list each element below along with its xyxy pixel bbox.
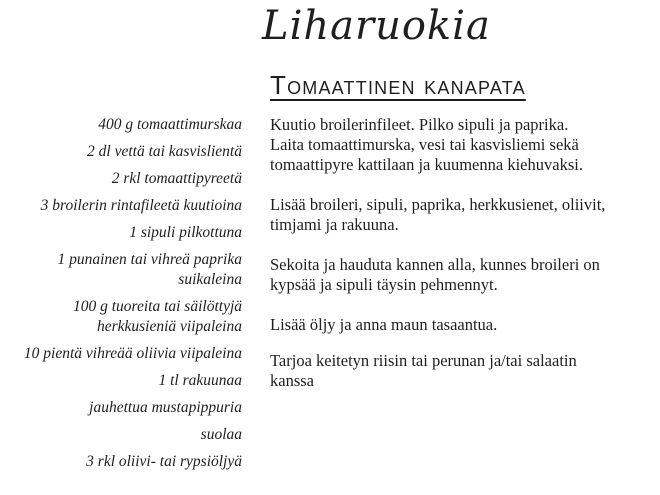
- ingredient-item: 1 sipuli pilkottuna: [129, 224, 242, 241]
- method-step: Kuutio broilerinfileet. Pilko sipuli ja paprika. Laita tomaattimurska, vesi tai kasvisliemi sekä tomaattipyre kattilaan ja kuumenna kiehuvaksi.: [270, 115, 583, 174]
- recipe-title: Tomaattinen kanapata: [270, 70, 526, 100]
- ingredient-item: 2 dl vettä tai kasvislientä: [87, 143, 242, 160]
- ingredient-item: jauhettua mustapippuria: [89, 399, 242, 416]
- ingredient-item: 100 g tuoreita tai säilöttyjä herkkusieniä viipaleina: [72, 298, 242, 335]
- ingredient-item: 2 rkl tomaattipyreetä: [111, 170, 242, 187]
- method-step: Sekoita ja hauduta kannen alla, kunnes broileri on kypsää ja sipuli täysin pehmennyt.: [270, 255, 600, 294]
- section-title: Liharuokia: [262, 3, 491, 49]
- ingredient-item: 1 punainen tai vihreä paprika suikaleina: [57, 251, 242, 288]
- method-step: Lisää öljy ja anna maun tasaantua.: [270, 315, 498, 334]
- ingredient-item: 400 g tomaattimurskaa: [98, 116, 242, 133]
- method-step: Lisää broileri, sipuli, paprika, herkkusienet, oliivit, timjami ja rakuuna.: [270, 195, 606, 234]
- ingredient-list: [24, 115, 242, 479]
- ingredient-item: 3 rkl oliivi- tai rypsiöljyä: [86, 453, 242, 470]
- ingredient-item: suolaa: [200, 426, 242, 443]
- method-steps: [270, 115, 660, 391]
- ingredient-item: 1 tl rakuunaa: [158, 372, 242, 389]
- method-step: Tarjoa keitetyn riisin tai perunan ja/tai salaatin kanssa: [270, 351, 577, 390]
- ingredient-item: 3 broilerin rintafileetä kuutioina: [40, 197, 242, 214]
- ingredient-item: 10 pientä vihreää oliivia viipaleina: [23, 345, 242, 362]
